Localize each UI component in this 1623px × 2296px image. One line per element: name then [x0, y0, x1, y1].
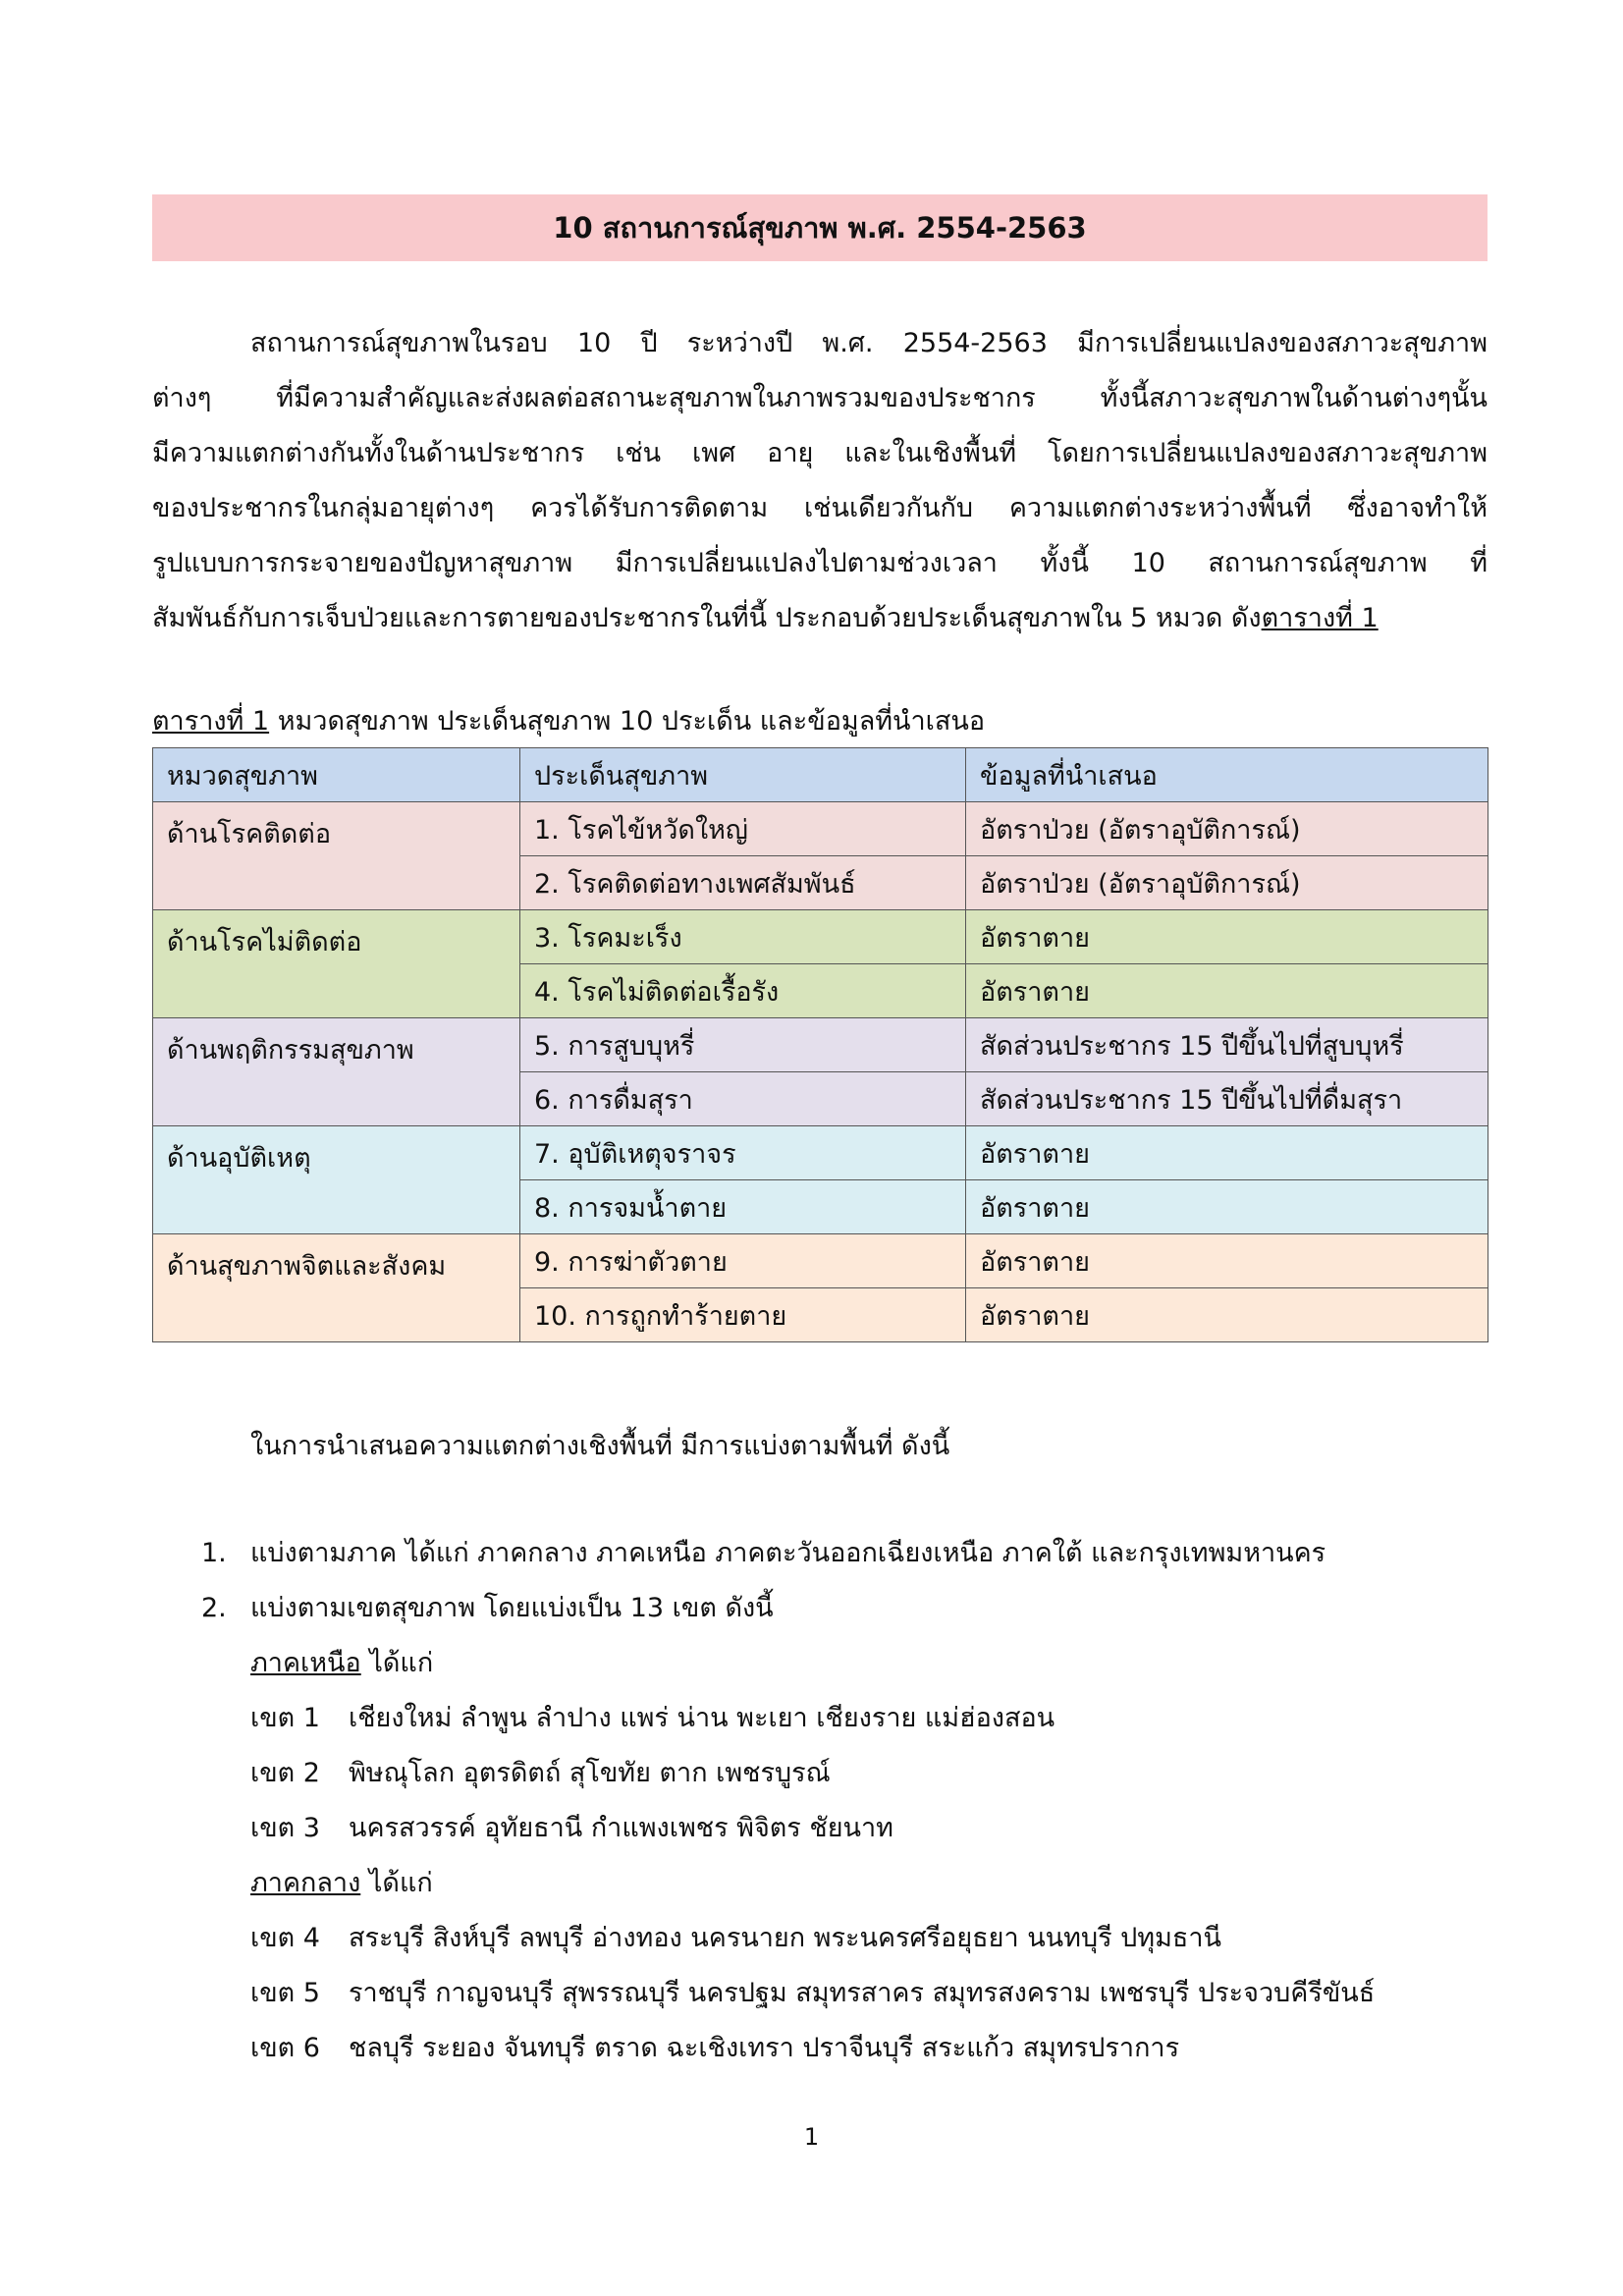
health-issues-table [152, 747, 1488, 1342]
data-cell: อัตราตาย [966, 964, 1488, 1018]
zone-provinces: พิษณุโลก อุตรดิตถ์ สุโขทัย ตาก เพชรบูรณ์ [349, 1758, 831, 1788]
issue-cell: 6. การดื่มสุรา [520, 1072, 966, 1126]
header-data: ข้อมูลที่นำเสนอ [966, 748, 1488, 802]
intro-line: ของประชากรในกลุ่มอายุต่างๆ ควรได้รับการติดตาม เช่นเดียวกันกับ ความแตกต่างระหว่างพื้นที่ ซึ่งอาจทำให้ [152, 493, 1488, 523]
issue-cell: 1. โรคไข้หวัดใหญ่ [520, 802, 966, 856]
zone-provinces: ราชบุรี กาญจนบุรี สุพรรณบุรี นครปฐม สมุทรสาคร สมุทรสงคราม เพชรบุรี ประจวบคีรีขันธ์ [349, 1978, 1376, 2008]
region-heading-central [201, 1856, 1375, 1911]
intro-line: สัมพันธ์กับการเจ็บป่วยและการตายของประชากรในที่นี้ ประกอบด้วยประเด็นสุขภาพใน 5 หมวด ดัง [152, 603, 1262, 633]
header-category: หมวดสุขภาพ [153, 748, 520, 802]
issue-cell: 2. โรคติดต่อทางเพศสัมพันธ์ [520, 856, 966, 910]
category-cell: ด้านโรคติดต่อ [153, 802, 520, 910]
region-suffix: ได้แก่ [360, 1868, 433, 1898]
table-row [153, 1018, 1488, 1072]
title-banner [152, 194, 1488, 261]
issue-cell: 10. การถูกทำร้ายตาย [520, 1288, 966, 1342]
list-number: 1. [201, 1538, 227, 1568]
header-issue: ประเด็นสุขภาพ [520, 748, 966, 802]
zone-item [201, 1801, 1375, 1856]
issue-cell: 9. การฆ่าตัวตาย [520, 1234, 966, 1288]
table-reference-link[interactable]: ตารางที่ 1 [1261, 603, 1379, 633]
area-intro-paragraph: ในการนำเสนอความแตกต่างเชิงพื้นที่ มีการแบ่งตามพื้นที่ ดังนี้ [250, 1431, 950, 1461]
area-division-list [201, 1526, 1375, 2076]
category-cell: ด้านอุบัติเหตุ [153, 1126, 520, 1234]
data-cell: อัตราตาย [966, 1234, 1488, 1288]
data-cell: อัตราตาย [966, 1288, 1488, 1342]
region-heading-north [201, 1636, 1375, 1691]
zone-provinces: สระบุรี สิงห์บุรี ลพบุรี อ่างทอง นครนายก พระนครศรีอยุธยา นนทบุรี ปทุมธานี [349, 1923, 1221, 1953]
zone-provinces: นครสวรรค์ อุทัยธานี กำแพงเพชร พิจิตร ชัยนาท [349, 1813, 893, 1843]
intro-paragraph [152, 316, 1488, 646]
zone-item [201, 1746, 1375, 1801]
table-row [153, 1234, 1488, 1288]
data-cell: สัดส่วนประชากร 15 ปีขึ้นไปที่สูบบุหรี่ [966, 1018, 1488, 1072]
table-header-row [153, 748, 1488, 802]
zone-provinces: เชียงใหม่ ลำพูน ลำปาง แพร่ น่าน พะเยา เชียงราย แม่ฮ่องสอน [349, 1703, 1055, 1733]
zone-provinces: ชลบุรี ระยอง จันทบุรี ตราด ฉะเชิงเทรา ปราจีนบุรี สระแก้ว สมุทรปราการ [349, 2033, 1180, 2063]
intro-last-line [152, 591, 1488, 646]
data-cell: สัดส่วนประชากร 15 ปีขึ้นไปที่ดื่มสุรา [966, 1072, 1488, 1126]
zone-item [201, 1691, 1375, 1746]
list-item [201, 1526, 1375, 1581]
category-cell: ด้านพฤติกรรมสุขภาพ [153, 1018, 520, 1126]
zone-label: เขต 1 [250, 1703, 320, 1733]
category-cell: ด้านสุขภาพจิตและสังคม [153, 1234, 520, 1342]
data-cell: อัตราตาย [966, 1180, 1488, 1234]
list-text: แบ่งตามเขตสุขภาพ โดยแบ่งเป็น 13 เขต ดังนี้ [250, 1593, 774, 1623]
zone-item [201, 1966, 1375, 2021]
list-number: 2. [201, 1593, 227, 1623]
issue-cell: 8. การจมน้ำตาย [520, 1180, 966, 1234]
issue-cell: 7. อุบัติเหตุจราจร [520, 1126, 966, 1180]
table-row [153, 910, 1488, 964]
zone-label: เขต 6 [250, 2033, 320, 2063]
data-cell: อัตราป่วย (อัตราอุบัติการณ์) [966, 802, 1488, 856]
issue-cell: 4. โรคไม่ติดต่อเรื้อรัง [520, 964, 966, 1018]
intro-line: มีความแตกต่างกันทั้งในด้านประชากร เช่น เพศ อายุ และในเชิงพื้นที่ โดยการเปลี่ยนแปลงของสภาวะสุขภาพ [152, 438, 1488, 468]
data-cell: อัตราตาย [966, 1126, 1488, 1180]
zone-label: เขต 5 [250, 1978, 320, 2008]
zone-label: เขต 4 [250, 1923, 320, 1953]
intro-line: รูปแบบการกระจายของปัญหาสุขภาพ มีการเปลี่ยนแปลงไปตามช่วงเวลา ทั้งนี้ 10 สถานการณ์สุขภาพ ที่ [152, 548, 1488, 578]
zone-label: เขต 3 [250, 1813, 320, 1843]
zone-item [201, 1911, 1375, 1966]
region-label: ภาคกลาง [250, 1868, 361, 1898]
data-cell: อัตราตาย [966, 910, 1488, 964]
table-caption-ref: ตารางที่ 1 [152, 706, 270, 737]
region-label: ภาคเหนือ [250, 1648, 361, 1678]
intro-line: ต่างๆ ที่มีความสำคัญและส่งผลต่อสถานะสุขภาพในภาพรวมของประชากร ทั้งนี้สภาวะสุขภาพในด้านต่างๆนั้น [152, 383, 1488, 413]
table-caption [152, 699, 985, 741]
zone-label: เขต 2 [250, 1758, 320, 1788]
intro-line: สถานการณ์สุขภาพในรอบ 10 ปี ระหว่างปี พ.ศ. 2554-2563 มีการเปลี่ยนแปลงของสภาวะสุขภาพ [250, 328, 1488, 358]
list-text: แบ่งตามภาค ได้แก่ ภาคกลาง ภาคเหนือ ภาคตะวันออกเฉียงเหนือ ภาคใต้ และกรุงเทพมหานคร [250, 1538, 1326, 1568]
issue-cell: 3. โรคมะเร็ง [520, 910, 966, 964]
zone-item [201, 2021, 1375, 2076]
region-suffix: ได้แก่ [360, 1648, 434, 1678]
list-item [201, 1581, 1375, 1636]
page-number: 1 [803, 2123, 820, 2151]
category-cell: ด้านโรคไม่ติดต่อ [153, 910, 520, 1018]
table-row [153, 802, 1488, 856]
issue-cell: 5. การสูบบุหรี่ [520, 1018, 966, 1072]
data-cell: อัตราป่วย (อัตราอุบัติการณ์) [966, 856, 1488, 910]
table-row [153, 1126, 1488, 1180]
page-title: 10 สถานการณ์สุขภาพ พ.ศ. 2554-2563 [553, 211, 1087, 245]
table-caption-text: หมวดสุขภาพ ประเด็นสุขภาพ 10 ประเด็น และข้อมูลที่นำเสนอ [269, 706, 986, 737]
